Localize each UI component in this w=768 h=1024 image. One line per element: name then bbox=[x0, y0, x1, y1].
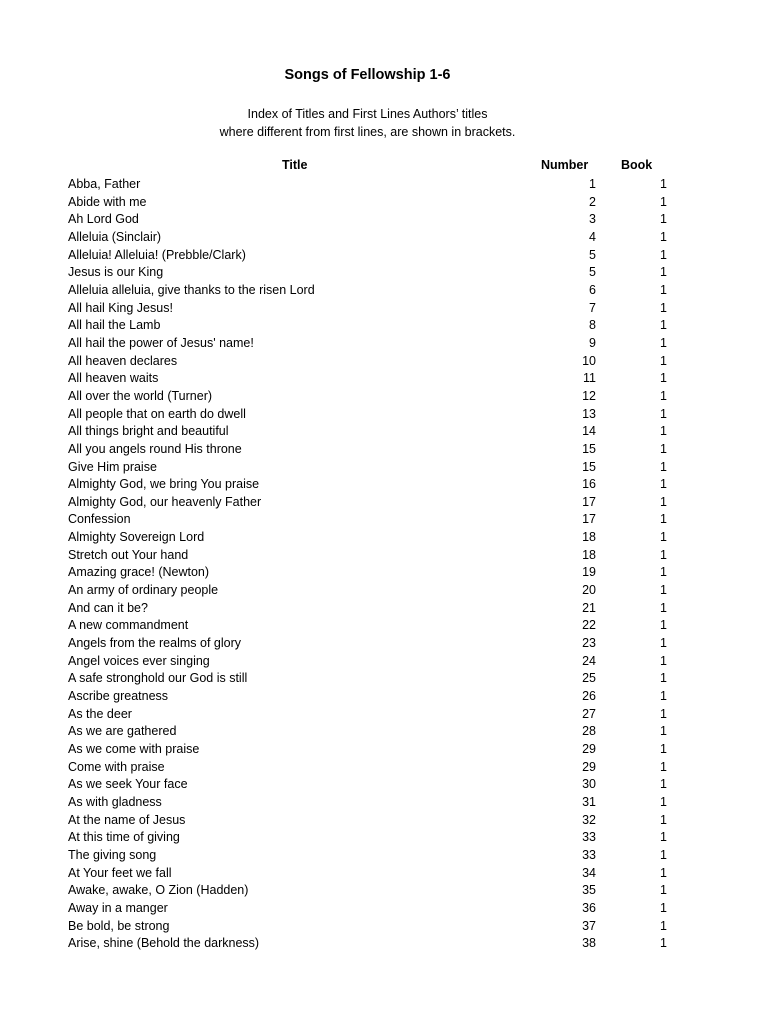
song-number: 4 bbox=[589, 229, 596, 244]
song-book: 1 bbox=[660, 865, 667, 880]
song-title: Almighty God, we bring You praise bbox=[68, 477, 260, 492]
song-title: A safe stronghold our God is still bbox=[68, 671, 248, 686]
column-header-book: Book bbox=[621, 158, 653, 172]
song-book: 1 bbox=[660, 353, 667, 368]
song-number: 7 bbox=[589, 300, 596, 315]
column-header-title: Title bbox=[282, 158, 308, 172]
song-book: 1 bbox=[660, 212, 667, 227]
song-book: 1 bbox=[660, 689, 667, 704]
table-row bbox=[0, 935, 768, 953]
song-book: 1 bbox=[660, 300, 667, 315]
song-title: All heaven waits bbox=[68, 371, 159, 386]
song-book: 1 bbox=[660, 388, 667, 403]
song-number: 26 bbox=[582, 689, 596, 704]
song-book: 1 bbox=[660, 459, 667, 474]
song-number: 14 bbox=[582, 424, 596, 439]
table-row bbox=[0, 211, 768, 229]
song-number: 31 bbox=[582, 794, 596, 809]
song-book: 1 bbox=[660, 318, 667, 333]
song-number: 23 bbox=[582, 636, 596, 651]
song-book: 1 bbox=[660, 335, 667, 350]
song-number: 8 bbox=[589, 318, 596, 333]
table-row bbox=[0, 247, 768, 265]
song-book: 1 bbox=[660, 777, 667, 792]
song-number: 2 bbox=[589, 194, 596, 209]
song-book: 1 bbox=[660, 477, 667, 492]
table-row bbox=[0, 688, 768, 706]
table-row bbox=[0, 865, 768, 883]
song-book: 1 bbox=[660, 583, 667, 598]
song-book: 1 bbox=[660, 565, 667, 580]
song-title: Alleluia (Sinclair) bbox=[68, 229, 162, 244]
table-row bbox=[0, 723, 768, 741]
song-title: As the deer bbox=[68, 706, 132, 721]
song-book: 1 bbox=[660, 547, 667, 562]
song-title: As we are gathered bbox=[68, 724, 177, 739]
song-number: 32 bbox=[582, 812, 596, 827]
song-number: 12 bbox=[582, 388, 596, 403]
song-book: 1 bbox=[660, 706, 667, 721]
song-book: 1 bbox=[660, 530, 667, 545]
table-row bbox=[0, 476, 768, 494]
song-book: 1 bbox=[660, 830, 667, 845]
song-title: Abba, Father bbox=[68, 177, 141, 191]
song-title: The giving song bbox=[68, 847, 157, 862]
song-book: 1 bbox=[660, 441, 667, 456]
song-number: 18 bbox=[582, 547, 596, 562]
song-number: 29 bbox=[582, 742, 596, 756]
song-number: 11 bbox=[583, 371, 596, 386]
song-title: Ascribe greatness bbox=[68, 689, 169, 704]
song-book: 1 bbox=[660, 247, 667, 262]
song-book: 1 bbox=[660, 936, 667, 951]
song-book: 1 bbox=[660, 759, 667, 774]
table-row bbox=[0, 511, 768, 529]
song-number: 18 bbox=[582, 530, 596, 545]
song-title: All over the world (Turner) bbox=[68, 388, 213, 403]
song-book: 1 bbox=[660, 742, 667, 756]
song-number: 3 bbox=[589, 212, 596, 227]
song-number: 33 bbox=[582, 830, 596, 845]
song-title: As we seek Your face bbox=[68, 777, 188, 792]
song-title: Ah Lord God bbox=[68, 212, 139, 227]
table-row bbox=[0, 653, 768, 671]
song-number: 29 bbox=[582, 759, 596, 774]
song-title: Confession bbox=[68, 512, 131, 527]
table-row bbox=[0, 547, 768, 565]
song-book: 1 bbox=[660, 265, 667, 280]
song-book: 1 bbox=[660, 671, 667, 686]
song-book: 1 bbox=[660, 229, 667, 244]
table-row bbox=[0, 300, 768, 318]
song-book: 1 bbox=[660, 883, 667, 898]
table-row bbox=[0, 423, 768, 441]
table-row bbox=[0, 317, 768, 335]
table-row bbox=[0, 494, 768, 512]
song-number: 37 bbox=[582, 918, 596, 933]
table-row bbox=[0, 706, 768, 724]
song-title: All heaven declares bbox=[68, 353, 178, 368]
song-book: 1 bbox=[660, 847, 667, 862]
song-number: 36 bbox=[582, 900, 596, 915]
song-title: All things bright and beautiful bbox=[68, 424, 229, 439]
table-row bbox=[0, 812, 768, 830]
table-row bbox=[0, 370, 768, 388]
song-title: Amazing grace! (Newton) bbox=[68, 565, 210, 580]
song-title: At the name of Jesus bbox=[68, 812, 186, 827]
song-number: 16 bbox=[582, 477, 596, 492]
song-title: Alleluia alleluia, give thanks to the risen Lord bbox=[68, 282, 315, 297]
song-title: All hail King Jesus! bbox=[68, 300, 173, 315]
table-row bbox=[0, 741, 768, 759]
song-title: Alleluia! Alleluia! (Prebble/Clark) bbox=[68, 247, 246, 262]
song-number: 25 bbox=[582, 671, 596, 686]
song-number: 13 bbox=[582, 406, 596, 421]
table-header bbox=[0, 158, 768, 176]
song-title: Almighty Sovereign Lord bbox=[68, 530, 205, 545]
table-row bbox=[0, 529, 768, 547]
song-title: Almighty God, our heavenly Father bbox=[68, 494, 262, 509]
song-book: 1 bbox=[660, 282, 667, 297]
song-book: 1 bbox=[660, 406, 667, 421]
subtitle-line-2: where different from first lines, are shown in brackets. bbox=[219, 124, 516, 139]
table-row bbox=[0, 900, 768, 918]
song-book: 1 bbox=[660, 512, 667, 527]
song-book: 1 bbox=[660, 600, 667, 615]
table-row bbox=[0, 759, 768, 777]
table-row bbox=[0, 776, 768, 794]
subtitle-line-1: Index of Titles and First Lines Authors’ titles bbox=[247, 107, 488, 121]
song-number: 34 bbox=[582, 865, 596, 880]
song-book: 1 bbox=[660, 618, 667, 633]
table-row bbox=[0, 670, 768, 688]
table-row bbox=[0, 229, 768, 247]
song-title: A new commandment bbox=[68, 618, 189, 633]
song-title: Come with praise bbox=[68, 759, 165, 774]
song-title: Away in a manger bbox=[68, 900, 168, 915]
song-number: 10 bbox=[582, 353, 596, 368]
table-row bbox=[0, 441, 768, 459]
song-book: 1 bbox=[660, 494, 667, 509]
song-number: 15 bbox=[582, 459, 596, 474]
song-book: 1 bbox=[660, 371, 667, 386]
song-title: At Your feet we fall bbox=[68, 865, 172, 880]
song-title: Abide with me bbox=[68, 194, 147, 209]
song-number: 9 bbox=[589, 335, 596, 350]
song-number: 21 bbox=[582, 600, 596, 615]
song-book: 1 bbox=[660, 177, 667, 191]
song-book: 1 bbox=[660, 424, 667, 439]
table-row bbox=[0, 459, 768, 477]
table-row bbox=[0, 388, 768, 406]
song-number: 5 bbox=[589, 247, 596, 262]
song-number: 19 bbox=[582, 565, 596, 580]
song-title: All people that on earth do dwell bbox=[68, 406, 246, 421]
song-title: Angels from the realms of glory bbox=[68, 636, 241, 651]
song-book: 1 bbox=[660, 194, 667, 209]
song-number: 35 bbox=[582, 883, 596, 898]
song-title: Awake, awake, O Zion (Hadden) bbox=[68, 883, 249, 898]
song-title: Jesus is our King bbox=[68, 265, 164, 280]
song-title: An army of ordinary people bbox=[68, 583, 219, 598]
table-row bbox=[0, 829, 768, 847]
song-number: 15 bbox=[582, 441, 596, 456]
song-index-table bbox=[0, 176, 768, 953]
table-row bbox=[0, 847, 768, 865]
table-row bbox=[0, 617, 768, 635]
song-title: Angel voices ever singing bbox=[68, 653, 210, 668]
table-row bbox=[0, 918, 768, 936]
song-title: As we come with praise bbox=[68, 742, 200, 756]
table-row bbox=[0, 635, 768, 653]
song-number: 5 bbox=[589, 265, 596, 280]
table-row bbox=[0, 794, 768, 812]
document-title: Songs of Fellowship 1-6 bbox=[284, 67, 451, 83]
table-row bbox=[0, 353, 768, 371]
table-row bbox=[0, 600, 768, 618]
song-title: Give Him praise bbox=[68, 459, 157, 474]
song-title: All hail the Lamb bbox=[68, 318, 161, 333]
song-number: 20 bbox=[582, 583, 596, 598]
table-row bbox=[0, 194, 768, 212]
song-number: 17 bbox=[582, 512, 596, 527]
table-row bbox=[0, 564, 768, 582]
song-number: 30 bbox=[582, 777, 596, 792]
song-number: 33 bbox=[582, 847, 596, 862]
song-number: 17 bbox=[582, 494, 596, 509]
song-title: And can it be? bbox=[68, 600, 148, 615]
song-book: 1 bbox=[660, 900, 667, 915]
song-number: 24 bbox=[582, 653, 596, 668]
song-book: 1 bbox=[660, 724, 667, 739]
table-row bbox=[0, 264, 768, 282]
song-book: 1 bbox=[660, 918, 667, 933]
song-book: 1 bbox=[660, 636, 667, 651]
song-title: Arise, shine (Behold the darkness) bbox=[68, 936, 260, 951]
song-title: As with gladness bbox=[68, 794, 162, 809]
table-row bbox=[0, 176, 768, 194]
column-header-number: Number bbox=[541, 158, 589, 172]
table-row bbox=[0, 406, 768, 424]
song-title: Be bold, be strong bbox=[68, 918, 170, 933]
song-number: 28 bbox=[582, 724, 596, 739]
song-book: 1 bbox=[660, 812, 667, 827]
song-book: 1 bbox=[660, 794, 667, 809]
table-row bbox=[0, 282, 768, 300]
table-row bbox=[0, 582, 768, 600]
song-number: 6 bbox=[589, 282, 596, 297]
song-title: Stretch out Your hand bbox=[68, 547, 189, 562]
song-book: 1 bbox=[660, 653, 667, 668]
song-title: At this time of giving bbox=[68, 830, 180, 845]
song-title: All hail the power of Jesus' name! bbox=[68, 335, 254, 350]
song-number: 27 bbox=[582, 706, 596, 721]
song-number: 1 bbox=[589, 177, 596, 191]
song-title: All you angels round His throne bbox=[68, 441, 242, 456]
song-number: 22 bbox=[582, 618, 596, 633]
song-number: 38 bbox=[582, 936, 596, 951]
document-subtitle bbox=[0, 106, 735, 141]
table-row bbox=[0, 882, 768, 900]
table-row bbox=[0, 335, 768, 353]
